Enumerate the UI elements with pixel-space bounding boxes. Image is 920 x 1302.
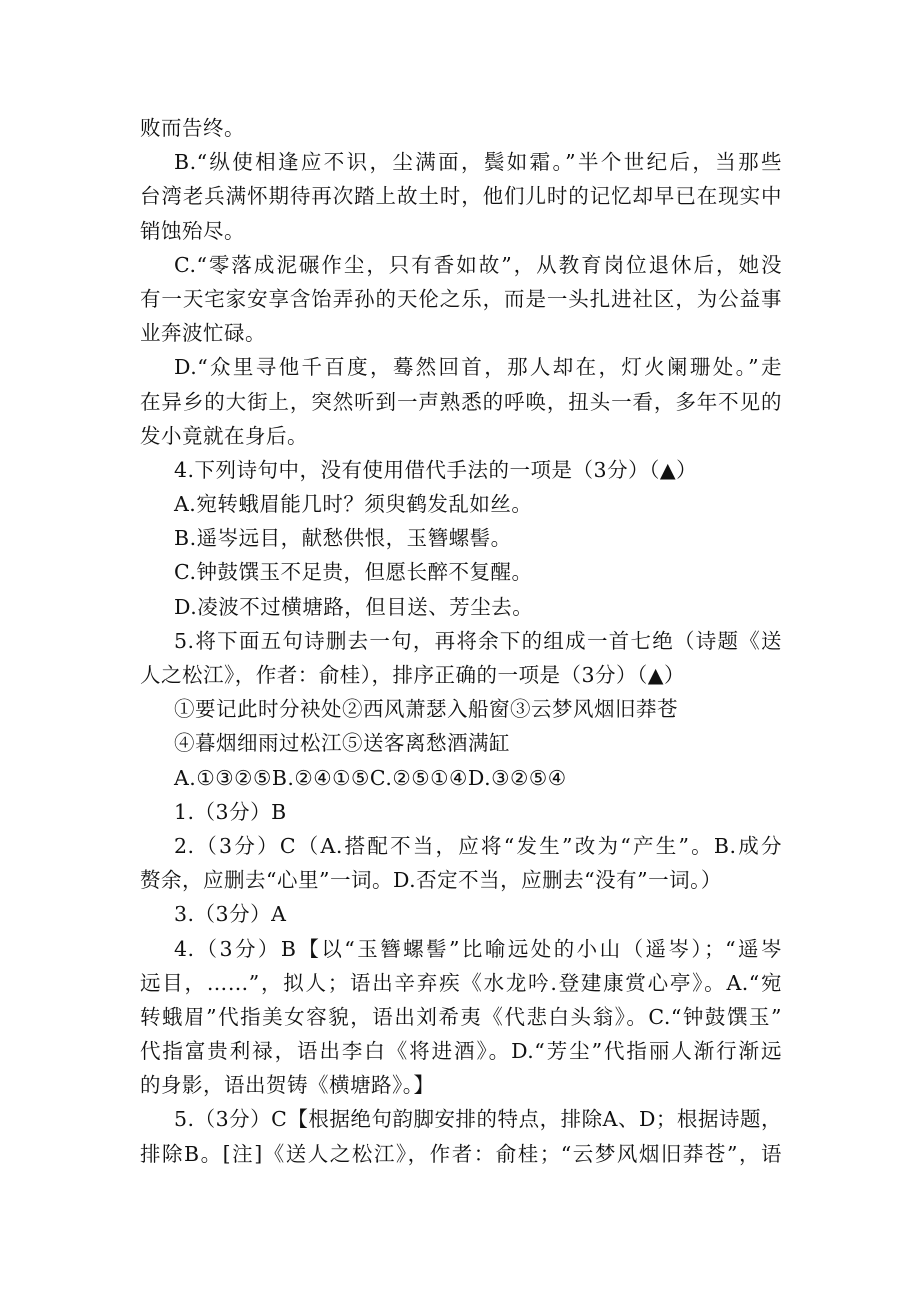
question-4-option-c: C.钟鼓馔玉不足贵，但愿长醉不复醒。 bbox=[174, 560, 533, 585]
text-line-1: 败而告终。 bbox=[140, 116, 245, 140]
question-5-poem-lines-1: ①要记此时分袂处②西风萧瑟入船窗③云梦风烟旧莽苍 bbox=[174, 697, 678, 722]
answer-4-cont-2: 转蛾眉”代指美女容貌，语出刘希夷《代悲白头翁》。C.“钟鼓馔玉” bbox=[140, 1004, 782, 1029]
question-5-cont: 人之松江》，作者：俞桂），排序正确的一项是（3分）（▲） bbox=[140, 663, 686, 687]
answer-2-cont: 赘余，应删去“心里”一词。D.否定不当，应删去“没有”一词。） bbox=[140, 868, 722, 893]
text-line-10: 发小竟就在身后。 bbox=[140, 423, 308, 448]
question-4-option-d: D.凌波不过横塘路，但目送、芳尘去。 bbox=[174, 594, 534, 619]
document-page bbox=[140, 111, 782, 1171]
question-4: 4.下列诗句中，没有使用借代手法的一项是（3分）（▲） bbox=[174, 457, 698, 482]
text-line-7: 业奔波忙碌。 bbox=[140, 321, 266, 346]
text-line-8: D.“众里寻他千百度，蓦然回首，那人却在，灯火阑珊处。”走 bbox=[174, 355, 782, 380]
question-4-option-b: B.遥岑远目，献愁供恨，玉簪螺髻。 bbox=[174, 526, 512, 551]
question-5-options: A.①③②⑤B.②④①⑤C.②⑤①④D.③②⑤④ bbox=[174, 765, 567, 790]
question-4-option-a: A.宛转蛾眉能几时？须臾鹤发乱如丝。 bbox=[174, 492, 533, 517]
answer-4-cont-1: 远目，……”，拟人；语出辛弃疾《水龙吟.登建康赏心亭》。A.“宛 bbox=[140, 970, 782, 995]
answer-1: 1.（3分）B bbox=[174, 799, 287, 824]
text-line-5: C.“零落成泥碾作尘，只有香如故”，从教育岗位退休后，她没 bbox=[174, 252, 782, 277]
answer-2: 2.（3分）C（A.搭配不当，应将“发生”改为“产生”。B.成分 bbox=[174, 833, 782, 858]
text-line-6: 有一天宅家安享含饴弄孙的天伦之乐，而是一头扎进社区，为公益事 bbox=[140, 286, 782, 311]
answer-5-cont: 排除B。[注]《送人之松江》，作者：俞桂；“云梦风烟旧莽苍”，语 bbox=[140, 1141, 782, 1166]
answer-3: 3.（3分）A bbox=[174, 902, 287, 927]
answer-4-cont-4: 的身影，语出贺铸《横塘路》。】 bbox=[140, 1073, 435, 1098]
text-line-9: 在异乡的大街上，突然听到一声熟悉的呼唤，扭头一看，多年不见的 bbox=[140, 389, 782, 414]
text-line-3: 台湾老兵满怀期待再次踏上故土时，他们儿时的记忆却早已在现实中 bbox=[140, 184, 782, 209]
answer-4: 4.（3分）B【以“玉簪螺髻”比喻远处的小山（遥岑）；“遥岑 bbox=[174, 936, 782, 961]
text-line-2: B.“纵使相逢应不识，尘满面，鬓如霜。”半个世纪后，当那些 bbox=[174, 150, 782, 175]
text-line-4: 销蚀殆尽。 bbox=[140, 218, 245, 243]
answer-4-cont-3: 代指富贵利禄，语出李白《将进酒》。D.“芳尘”代指丽人渐行渐远 bbox=[140, 1039, 782, 1064]
question-5-poem-lines-2: ④暮烟细雨过松江⑤送客离愁酒满缸 bbox=[174, 731, 510, 756]
answer-5: 5.（3分）C【根据绝句韵脚安排的特点，排除A、D；根据诗题， bbox=[174, 1107, 782, 1132]
question-5: 5.将下面五句诗删去一句，再将余下的组成一首七绝（诗题《送 bbox=[174, 628, 782, 653]
